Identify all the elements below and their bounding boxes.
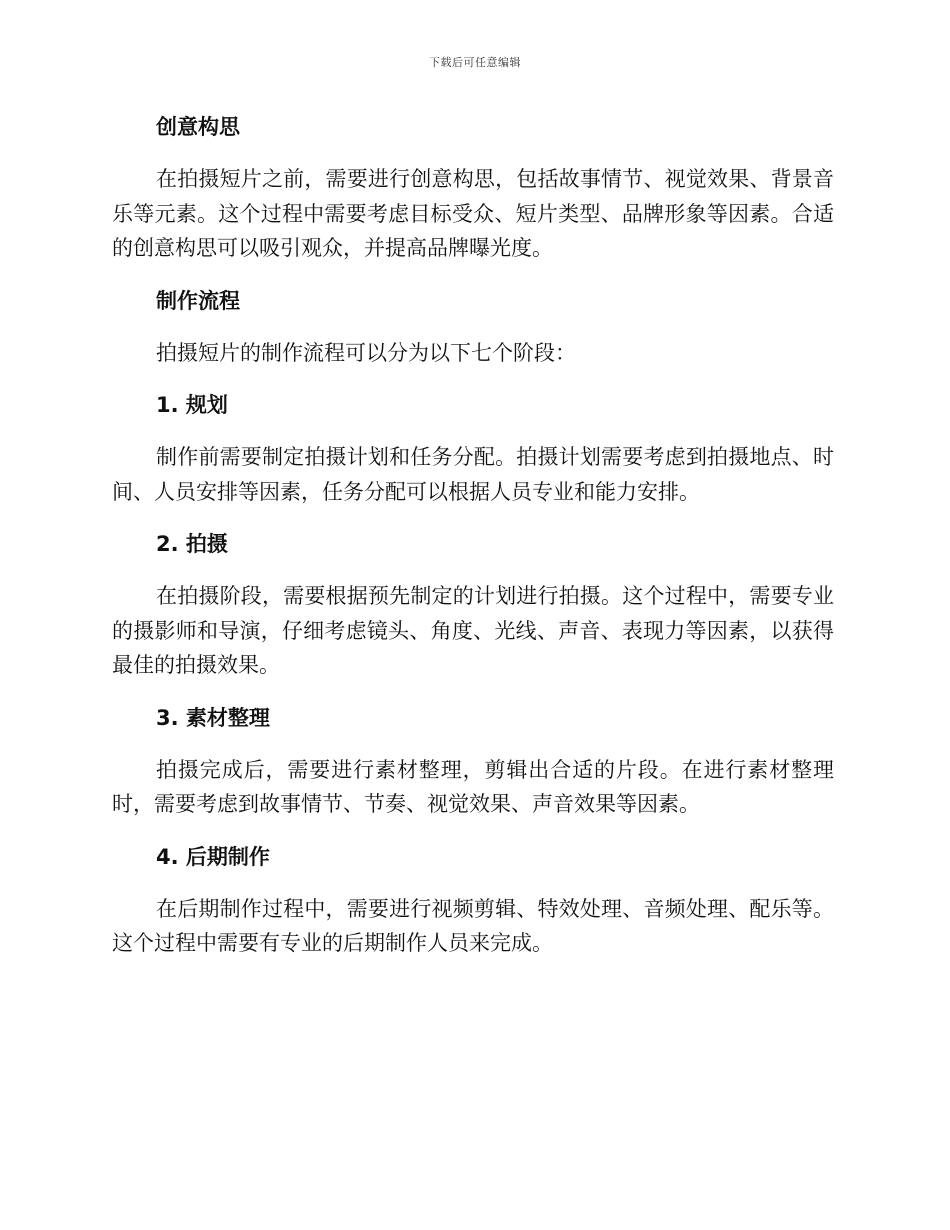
section-heading: 2. 拍摄	[156, 532, 228, 556]
section-shooting	[112, 527, 834, 683]
section-material-sorting	[112, 701, 834, 822]
section-heading: 1. 规划	[156, 393, 228, 417]
section-heading: 创意构思	[156, 115, 240, 139]
section-paragraph: 制作前需要制定拍摄计划和任务分配。拍摄计划需要考虑到拍摄地点、时间、人员安排等因素，任务分配可以根据人员专业和能力安排。	[112, 445, 834, 504]
section-heading: 3. 素材整理	[156, 705, 270, 730]
document-body	[112, 110, 834, 979]
section-post-production	[112, 840, 834, 961]
section-paragraph: 在拍摄阶段，需要根据预先制定的计划进行拍摄。这个过程中，需要专业的摄影师和导演，仔细考虑镜头、角度、光线、声音、表现力等因素，以获得最佳的拍摄效果。	[112, 584, 834, 677]
section-paragraph: 拍摄完成后，需要进行素材整理，剪辑出合适的片段。在进行素材整理时，需要考虑到故事情节、节奏、视觉效果、声音效果等因素。	[112, 757, 834, 816]
header-note: 下载后可任意编辑	[429, 56, 521, 69]
section-paragraph: 拍摄短片的制作流程可以分为以下七个阶段：	[156, 340, 576, 365]
section-heading: 4. 后期制作	[156, 844, 270, 869]
section-heading: 制作流程	[156, 288, 240, 313]
section-paragraph: 在拍摄短片之前，需要进行创意构思，包括故事情节、视觉效果、背景音乐等元素。这个过程中需要考虑目标受众、短片类型、品牌形象等因素。合适的创意构思可以吸引观众，并提高品牌曝光度。	[112, 167, 834, 260]
section-production-process	[112, 284, 834, 371]
section-planning	[112, 388, 834, 509]
section-paragraph: 在后期制作过程中，需要进行视频剪辑、特效处理、音频处理、配乐等。这个过程中需要有专业的后期制作人员来完成。	[112, 896, 834, 955]
section-creative-concept	[112, 110, 834, 266]
